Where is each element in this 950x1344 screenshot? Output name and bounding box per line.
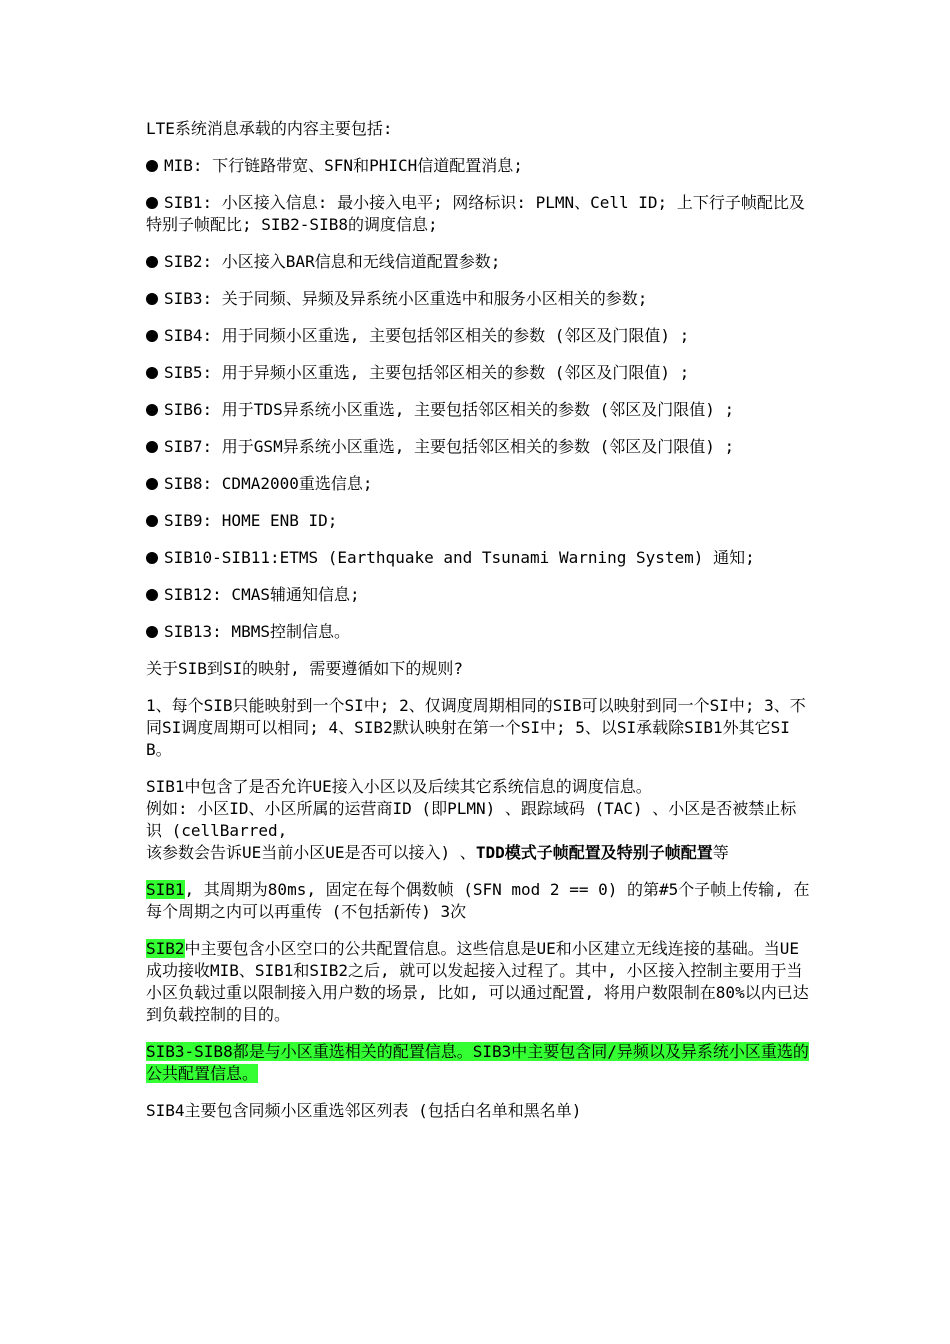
bullet-icon [146, 160, 158, 172]
mapping-question: 关于SIB到SI的映射, 需要遵循如下的规则? [146, 659, 464, 678]
bullet-icon [146, 626, 158, 638]
sib1-desc-tail: 等 [712, 843, 729, 862]
bullet-sib8: SIB8: CDMA2000重选信息; [146, 473, 810, 495]
sib3-highlight-text: SIB3-SIB8都是与小区重选相关的配置信息。SIB3中主要包含同/异频以及异系统小区重选的公共配置信息。 [146, 1042, 809, 1083]
bullet-sib4: SIB4: 用于同频小区重选, 主要包括邻区相关的参数 (邻区及门限值) ; [146, 325, 810, 347]
mapping-rules: 1、每个SIB只能映射到一个SI中; 2、仅调度周期相同的SIB可以映射到同一个SI中; 3、不同SI调度周期可以相同; 4、SIB2默认映射在第一个SI中; 5、以SI承载除SIB1外其它SIB。 [146, 696, 806, 759]
intro-paragraph: LTE系统消息承载的内容主要包括: [146, 119, 393, 138]
sib1-desc-bold: TDD模式子帧配置及特别子帧配置 [475, 843, 713, 862]
bullet-sib12: SIB12: CMAS辅通知信息; [146, 584, 810, 606]
sib1-period-text: , 其周期为80ms, 固定在每个偶数帧 (SFN mod 2 == 0) 的第#5个子帧上传输, 在每个周期之内可以再重传 (不包括新传) 3次 [146, 880, 810, 921]
bullet-icon [146, 441, 158, 453]
bullet-sib3: SIB3: 关于同频、异频及异系统小区重选中和服务小区相关的参数; [146, 288, 810, 310]
sib2-text: 中主要包含小区空口的公共配置信息。这些信息是UE和小区建立无线连接的基础。当UE成功接收MIB、SIB1和SIB2之后, 就可以发起接入过程了。其中, 小区接入控制主要用于当小区负载过重以限制接入用户数的场景, 比如, 可以通过配置, 将用户数限制在80%以内已达到负载控制的目的。 [146, 939, 809, 1024]
bullet-sib10-11: SIB10-SIB11:ETMS (Earthquake and Tsunami Warning System) 通知; [146, 547, 810, 569]
sib4-paragraph: SIB4主要包含同频小区重选邻区列表 (包括白名单和黑名单) [146, 1101, 582, 1120]
sib1-desc-line2: 例如: 小区ID、小区所属的运营商ID (即PLMN) 、跟踪域码 (TAC) 、小区是否被禁止标识 (cellBarred, [146, 799, 797, 840]
bullet-sib9: SIB9: HOME ENB ID; [146, 510, 810, 532]
bullet-icon [146, 330, 158, 342]
sib1-description [146, 776, 810, 864]
bullet-sib7: SIB7: 用于GSM异系统小区重选, 主要包括邻区相关的参数 (邻区及门限值) ; [146, 436, 810, 458]
sib1-highlight-label: SIB1 [146, 880, 185, 899]
sib1-period-paragraph [146, 879, 810, 923]
bullet-mib: MIB: 下行链路带宽、SFN和PHICH信道配置消息; [146, 155, 810, 177]
sib2-paragraph [146, 938, 810, 1026]
sib1-desc-line1: SIB1中包含了是否允许UE接入小区以及后续其它系统信息的调度信息。 [146, 777, 652, 796]
bullet-icon [146, 197, 158, 209]
bullet-icon [146, 515, 158, 527]
bullet-sib6: SIB6: 用于TDS异系统小区重选, 主要包括邻区相关的参数 (邻区及门限值) ; [146, 399, 810, 421]
sib-bullet-list [146, 155, 810, 643]
bullet-icon [146, 552, 158, 564]
sib1-desc-line3: 该参数会告诉UE当前小区UE是否可以接入) 、 [146, 843, 476, 862]
bullet-icon [146, 589, 158, 601]
bullet-sib13: SIB13: MBMS控制信息。 [146, 621, 810, 643]
bullet-icon [146, 293, 158, 305]
bullet-sib1: SIB1: 小区接入信息: 最小接入电平; 网络标识: PLMN、Cell ID; 上下行子帧配比及特别子帧配比; SIB2-SIB8的调度信息; [146, 193, 805, 234]
bullet-icon [146, 478, 158, 490]
bullet-icon [146, 367, 158, 379]
sib3-paragraph [146, 1041, 810, 1085]
bullet-sib5: SIB5: 用于异频小区重选, 主要包括邻区相关的参数 (邻区及门限值) ; [146, 362, 810, 384]
bullet-icon [146, 256, 158, 268]
bullet-icon [146, 404, 158, 416]
bullet-sib2: SIB2: 小区接入BAR信息和无线信道配置参数; [146, 251, 810, 273]
document-page [146, 118, 810, 1137]
sib2-highlight-label: SIB2 [146, 939, 185, 958]
